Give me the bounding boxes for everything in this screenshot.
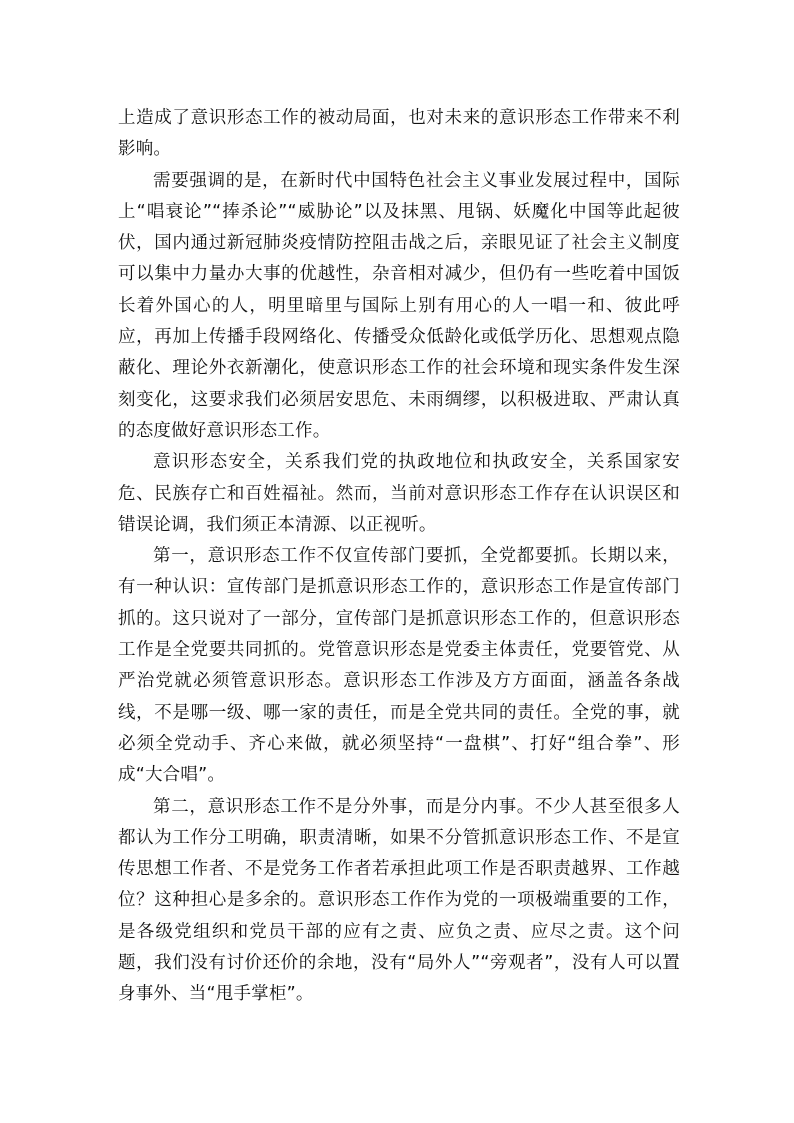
paragraph-point-two: 第二，意识形态工作不是分外事，而是分内事。不少人甚至很多人都认为工作分工明确，职责清晰，如果不分管抓意识形态工作、不是宣传思想工作者、不是党务工作者若承担此项工作是否职责越界、工作越位？这种担心是多余的。意识形态工作作为党的一项极端重要的工作，是各级党组织和党员干部的应有之责、应负之责、应尽之责。这个问题，我们没有讨价还价的余地，没有“局外人”“旁观者”，没有人可以置身事外、当“甩手掌柜”。 bbox=[118, 796, 680, 1005]
paragraph-point-one: 第一，意识形态工作不仅宣传部门要抓，全党都要抓。长期以来，有一种认识：宣传部门是抓意识形态工作的，意识形态工作是宣传部门抓的。这只说对了一部分，宣传部门是抓意识形态工作的，但意识形态工作是全党要共同抓的。党管意识形态是党委主体责任，党要管党、从严治党就必须管意识形态。意识形态工作涉及方方面面，涵盖各条战线，不是哪一级、哪一家的责任，而是全党共同的责任。全党的事，就必须全党动手、齐心来做，就必须坚持“一盘棋”、打好“组合拳”、形成“大合唱”。 bbox=[118, 546, 680, 786]
paragraph-international-context: 需要强调的是，在新时代中国特色社会主义事业发展过程中，国际上“唱衰论”“捧杀论”“威胁论”以及抹黑、甩锅、妖魔化中国等此起彼伏，国内通过新冠肺炎疫情防控阻击战之后，亲眼见证了社会主义制度可以集中力量办大事的优越性，杂音相对减少，但仍有一些吃着中国饭长着外国心的人，明里暗里与国际上别有用心的人一唱一和、彼此呼应，再加上传播手段网络化、传播受众低龄化或低学历化、思想观点隐蔽化、理论外衣新潮化，使意识形态工作的社会环境和现实条件发生深刻变化，这要求我们必须居安思危、未雨绸缪，以积极进取、严肃认真的态度做好意识形态工作。 bbox=[118, 170, 680, 441]
paragraph-continuation: 上造成了意识形态工作的被动局面，也对未来的意识形态工作带来不利影响。 bbox=[118, 108, 680, 160]
document-body bbox=[118, 103, 680, 1011]
paragraph-ideological-security: 意识形态安全，关系我们党的执政地位和执政安全，关系国家安危、民族存亡和百姓福祉。然而，当前对意识形态工作存在认识误区和错误论调，我们须正本清源、以正视听。 bbox=[118, 452, 680, 535]
